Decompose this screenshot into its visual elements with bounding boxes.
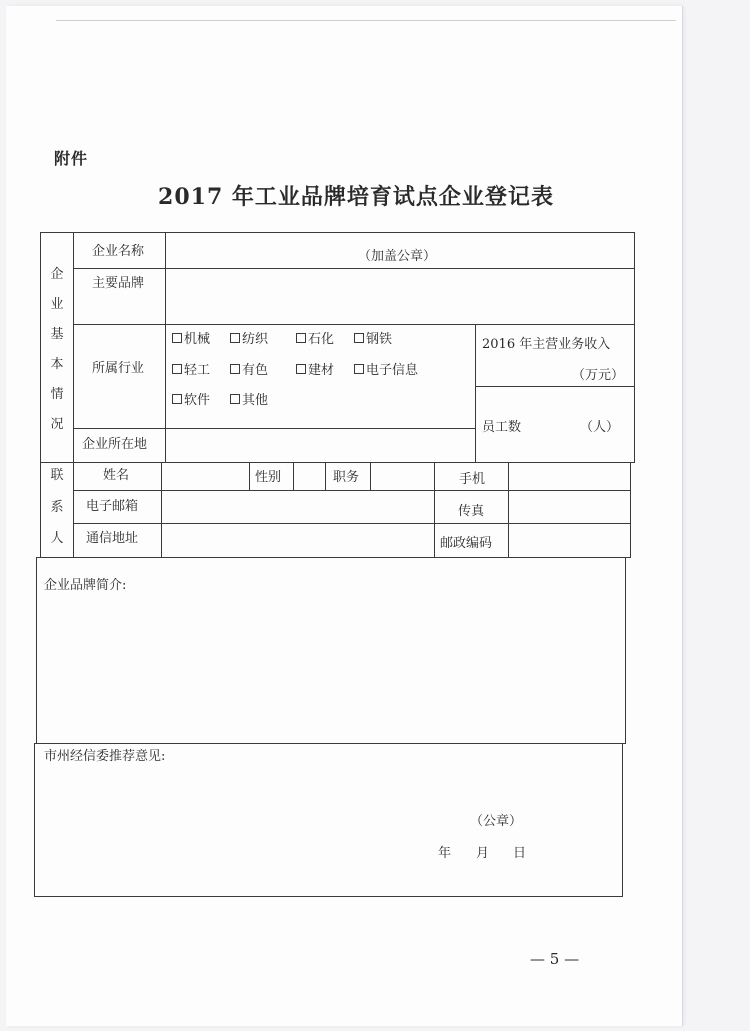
employees-unit: （人）: [580, 420, 620, 435]
checkbox-icon: [230, 394, 240, 404]
company-name-label: 企业名称: [92, 244, 145, 259]
checkbox-icon: [230, 333, 240, 343]
industry-options-row-1: [172, 332, 392, 348]
recommendation-label: 市州经信委推荐意见:: [44, 749, 166, 764]
checkbox-icon: [172, 364, 182, 374]
contact-name-label: 姓名: [103, 468, 130, 483]
industry-options-row-2: [172, 363, 418, 379]
industry-option[interactable]: 轻工: [172, 363, 230, 379]
industry-option[interactable]: 纺织: [230, 332, 296, 348]
revenue-unit: （万元）: [572, 368, 625, 383]
checkbox-icon: [296, 364, 306, 374]
contact-position-label: 职务: [333, 470, 360, 485]
date-year: 年: [438, 846, 452, 861]
page-title: 2017 年工业品牌培育试点企业登记表: [158, 184, 554, 210]
brand-intro-label: 企业品牌简介:: [44, 578, 127, 593]
recommendation-seal-note: （公章）: [470, 814, 523, 829]
checkbox-icon: [172, 394, 182, 404]
document-sheet: 附件 2017 年工业品牌培育试点企业登记表 企 业 基 本 情 况 企业名称 （加盖公章） 主要品牌 所属行业 机械 纺织 石化 钢铁 轻工 有色 建材 电子信息 软件 其他 2016 年主营业务收入 （万元） 员工数 （人） 企业所在地 联 系 人 姓名 性别 职务 手机 电子邮箱 传真 通信地址 邮政编码 企业品牌简介: 市州经信委推荐意见: （公章） 年 月 日 — 5 —: [6, 6, 682, 1026]
industry-option[interactable]: 机械: [172, 332, 230, 348]
date-month: 月: [476, 846, 490, 861]
industry-option[interactable]: 软件: [172, 393, 230, 409]
contact-fax-label: 传真: [458, 504, 485, 519]
checkbox-icon: [296, 333, 306, 343]
location-label: 企业所在地: [82, 437, 148, 452]
top-rule: [56, 20, 676, 21]
contact-address-label: 通信地址: [86, 531, 139, 546]
industry-option[interactable]: 有色: [230, 363, 296, 379]
attachment-label: 附件: [54, 149, 89, 168]
page-number: — 5 —: [530, 950, 580, 968]
industry-option[interactable]: 其他: [230, 393, 268, 409]
date-day: 日: [513, 846, 527, 861]
industry-option[interactable]: 石化: [296, 332, 354, 348]
industry-label: 所属行业: [92, 361, 145, 376]
checkbox-icon: [354, 333, 364, 343]
checkbox-icon: [354, 364, 364, 374]
revenue-label: 2016 年主营业务收入: [482, 337, 611, 352]
checkbox-icon: [172, 333, 182, 343]
employees-label: 员工数: [482, 420, 522, 435]
company-name-seal-note: （加盖公章）: [358, 249, 437, 264]
industry-option[interactable]: 电子信息: [354, 363, 418, 379]
contact-mobile-label: 手机: [459, 472, 486, 487]
recommendation-section: [34, 743, 623, 897]
checkbox-icon: [230, 364, 240, 374]
main-brand-label: 主要品牌: [92, 276, 145, 291]
contact-postcode-label: 邮政编码: [440, 536, 493, 551]
industry-option[interactable]: 钢铁: [354, 332, 392, 348]
contact-gender-label: 性别: [255, 470, 282, 485]
contact-email-label: 电子邮箱: [86, 499, 139, 514]
industry-option[interactable]: 建材: [296, 363, 354, 379]
industry-options-row-3: [172, 393, 268, 409]
